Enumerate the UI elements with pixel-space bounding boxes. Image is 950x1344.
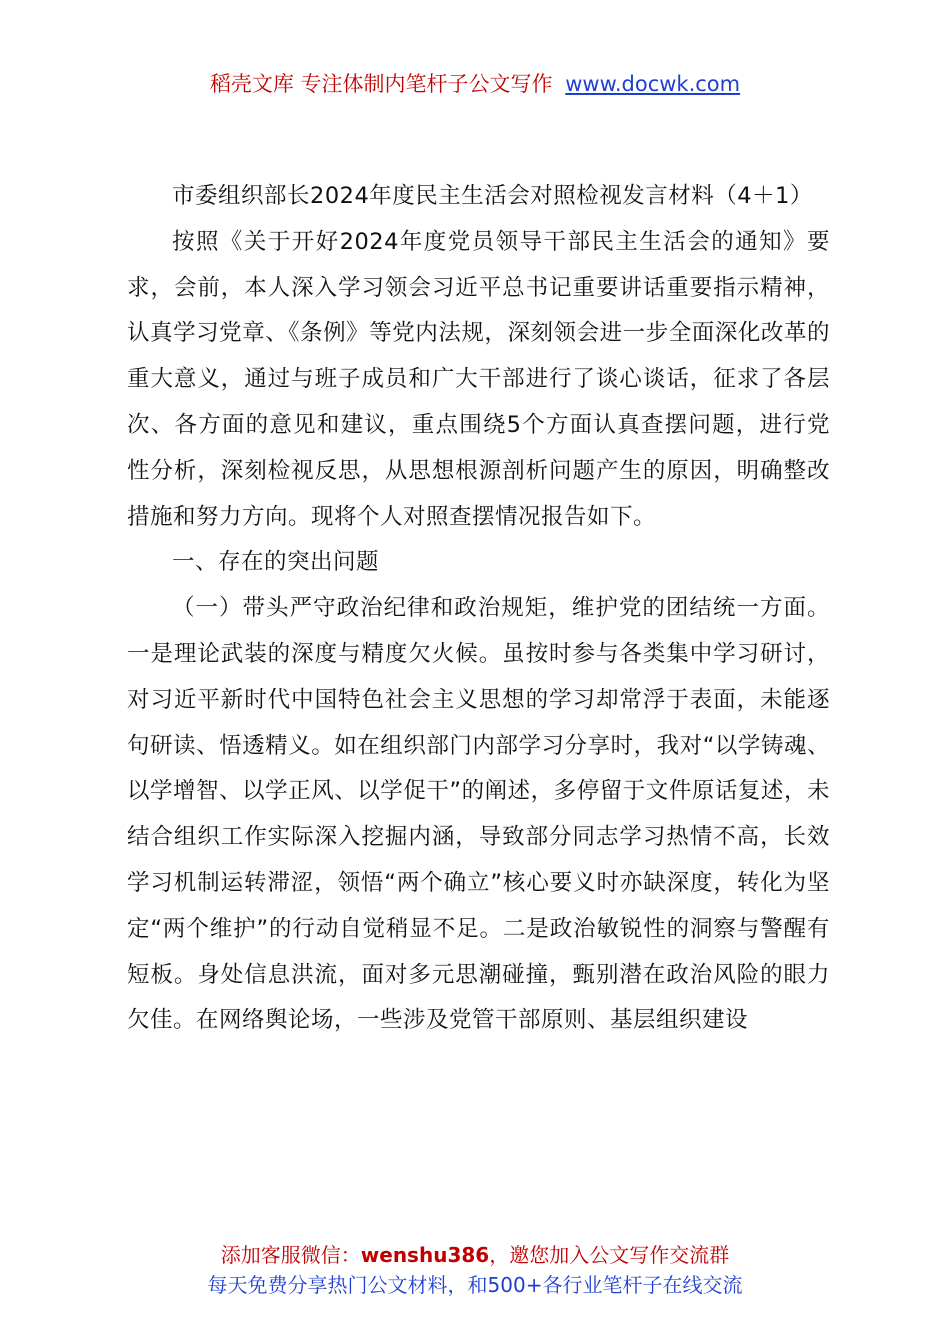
- footer-contact-suffix: ，邀您加入公文写作交流群: [489, 1243, 730, 1267]
- intro-paragraph: 按照《关于开好2024年度党员领导干部民主生活会的通知》要求，会前，本人深入学习领会习近平总书记重要讲话重要指示精神，认真学习党章、《条例》等党内法规，深刻领会进一步全面深化改革的重大意义，通过与班子成员和广大干部进行了谈心谈话，征求了各层次、各方面的意见和建议，重点围绕5个方面认真查摆问题，进行党性分析，深刻检视反思，从思想根源剖析问题产生的原因，明确整改措施和努力方向。现将个人对照查摆情况报告如下。: [127, 228, 830, 530]
- footer-contact-line: [0, 1240, 950, 1270]
- wechat-id: wenshu386: [360, 1243, 490, 1267]
- brand-slogan: 稻壳文库 专注体制内笔杆子公文写作: [209, 72, 553, 96]
- page-header: [0, 68, 950, 100]
- document-body: [127, 174, 830, 1044]
- website-link[interactable]: www.docwk.com: [565, 72, 741, 96]
- document-title: 市委组织部长2024年度民主生活会对照检视发言材料（4＋1）: [172, 183, 813, 209]
- footer-promo-line: 每天免费分享热门公文材料，和500+各行业笔杆子在线交流: [207, 1273, 743, 1297]
- section-heading: 一、存在的突出问题: [172, 549, 380, 576]
- footer-contact-prefix: 添加客服微信：: [220, 1243, 361, 1267]
- body-paragraph: （一）带头严守政治纪律和政治规矩，维护党的团结统一方面。一是理论武装的深度与精度欠火候。虽按时参与各类集中学习研讨，对习近平新时代中国特色社会主义思想的学习却常浮于表面，未能逐句研读、悟透精义。如在组织部门内部学习分享时，我对“以学铸魂、以学增智、以学正风、以学促干”的阐述，多停留于文件原话复述，未结合组织工作实际深入挖掘内涵，导致部分同志学习热情不高，长效学习机制运转滞涩，领悟“两个确立”核心要义时亦缺深度，转化为坚定“两个维护”的行动自觉稍显不足。二是政治敏锐性的洞察与警醒有短板。身处信息洪流，面对多元思潮碰撞，甄别潜在政治风险的眼力欠佳。在网络舆论场，一些涉及党管干部原则、基层组织建设: [127, 595, 830, 1034]
- page-footer: [0, 1240, 950, 1300]
